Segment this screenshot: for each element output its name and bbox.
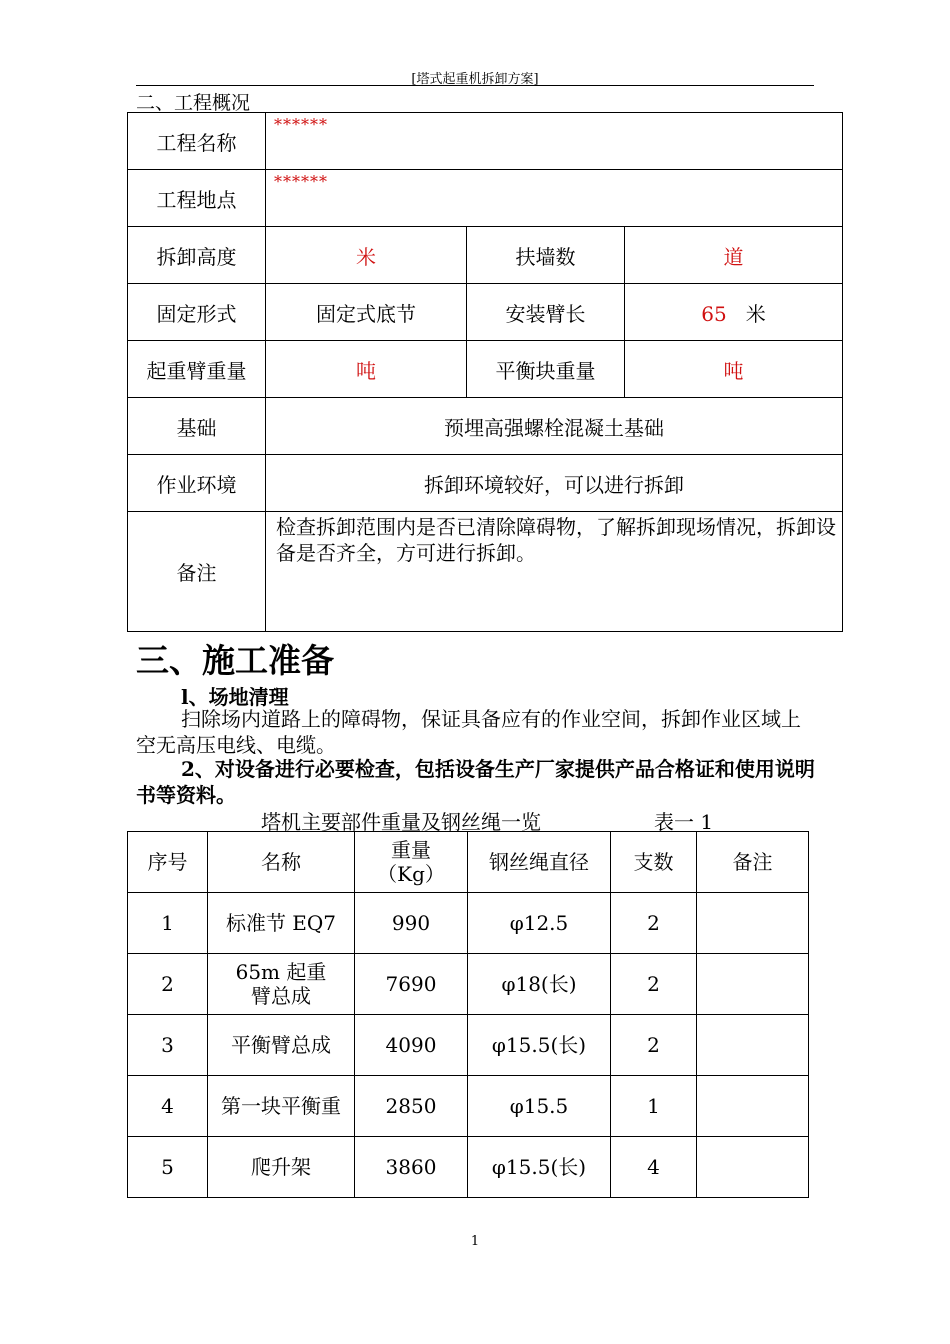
project-place-value: ****** [266,170,843,227]
header-cell: 序号 [128,832,208,893]
table-row [128,113,843,170]
table-row [128,893,809,954]
table-cell: φ15.5 [468,1076,611,1137]
header-rule [136,85,814,86]
header-cell: 重量（Kg） [355,832,468,893]
walls-label: 扶墙数 [467,227,625,284]
table-cell: 4 [128,1076,208,1137]
table-row [128,284,843,341]
project-place-label: 工程地点 [128,170,266,227]
foundation-label: 基础 [128,398,266,455]
table-cell: 平衡臂总成 [208,1015,355,1076]
table-cell: φ12.5 [468,893,611,954]
table-cell: 1 [611,1076,697,1137]
table-row [128,170,843,227]
table-cell: 标准节 EQ7 [208,893,355,954]
table-cell: φ15.5(长) [468,1015,611,1076]
section2-title: 二、工程概况 [136,92,251,114]
foundation-value: 预埋高强螺栓混凝土基础 [266,398,843,455]
table-cell: 1 [128,893,208,954]
table-cell: 第一块平衡重 [208,1076,355,1137]
arm-length-value [625,284,843,341]
table-row [128,341,843,398]
table-row [128,398,843,455]
item1-body: 扫除场内道路上的障碍物，保证具备应有的作业空间，拆卸作业区域上空无高压电线、电缆。 [136,707,801,757]
environment-label: 作业环境 [128,455,266,512]
table-row [128,1015,809,1076]
table-row [128,1076,809,1137]
table-cell: 3 [128,1015,208,1076]
counterweight-value: 吨 [625,341,843,398]
table-cell: 2 [611,1015,697,1076]
environment-value: 拆卸环境较好，可以进行拆卸 [266,455,843,512]
note-value: 检查拆卸范围内是否已清除障碍物，了解拆卸现场情况，拆卸设备是否齐全，方可进行拆卸。 [266,512,843,632]
table1-number: 表一 1 [654,810,714,834]
table-cell: 2850 [355,1076,468,1137]
table-cell: φ15.5(长) [468,1137,611,1198]
table-cell: 65m 起重臂总成 [208,954,355,1015]
table1-title: 塔机主要部件重量及钢丝绳一览 [261,810,541,834]
project-name-value: ****** [266,113,843,170]
table-cell [697,1015,809,1076]
table-row [128,954,809,1015]
header-cell: 名称 [208,832,355,893]
table-header-row [128,832,809,893]
table-cell: 4 [611,1137,697,1198]
table-row [128,455,843,512]
project-name-label: 工程名称 [128,113,266,170]
table-cell: 4090 [355,1015,468,1076]
item2-body: 2、对设备进行必要检查，包括设备生产厂家提供产品合格证和使用说明书等资料。 [136,757,815,807]
item1-title: l、场地清理 [181,685,289,709]
parts-weight-table [127,831,809,1198]
height-label: 拆卸高度 [128,227,266,284]
jib-weight-label: 起重臂重量 [128,341,266,398]
table-cell [697,1076,809,1137]
fix-type-label: 固定形式 [128,284,266,341]
arm-length-number: 65 [701,301,727,326]
table-cell: 990 [355,893,468,954]
header-cell: 备注 [697,832,809,893]
page-number: 1 [470,1234,480,1249]
fix-type-value: 固定式底节 [266,284,467,341]
table-cell: 爬升架 [208,1137,355,1198]
header-cell: 钢丝绳直径 [468,832,611,893]
table-cell: φ18(长) [468,954,611,1015]
section3-title: 三、施工准备 [136,641,334,680]
table-row [128,227,843,284]
note-label: 备注 [128,512,266,632]
table-cell: 5 [128,1137,208,1198]
page-header: [塔式起重机拆卸方案] [411,72,539,87]
table-cell: 7690 [355,954,468,1015]
table-cell [697,893,809,954]
header-cell: 支数 [611,832,697,893]
table-cell: 2 [128,954,208,1015]
table-cell [697,1137,809,1198]
walls-value: 道 [625,227,843,284]
table-cell: 3860 [355,1137,468,1198]
table-cell [697,954,809,1015]
height-value: 米 [266,227,467,284]
table-cell: 2 [611,893,697,954]
project-overview-table [127,112,843,632]
jib-weight-value: 吨 [266,341,467,398]
arm-length-unit: 米 [745,301,766,326]
table-row [128,1137,809,1198]
table-row [128,512,843,632]
arm-length-label: 安装臂长 [467,284,625,341]
counterweight-label: 平衡块重量 [467,341,625,398]
table-cell: 2 [611,954,697,1015]
